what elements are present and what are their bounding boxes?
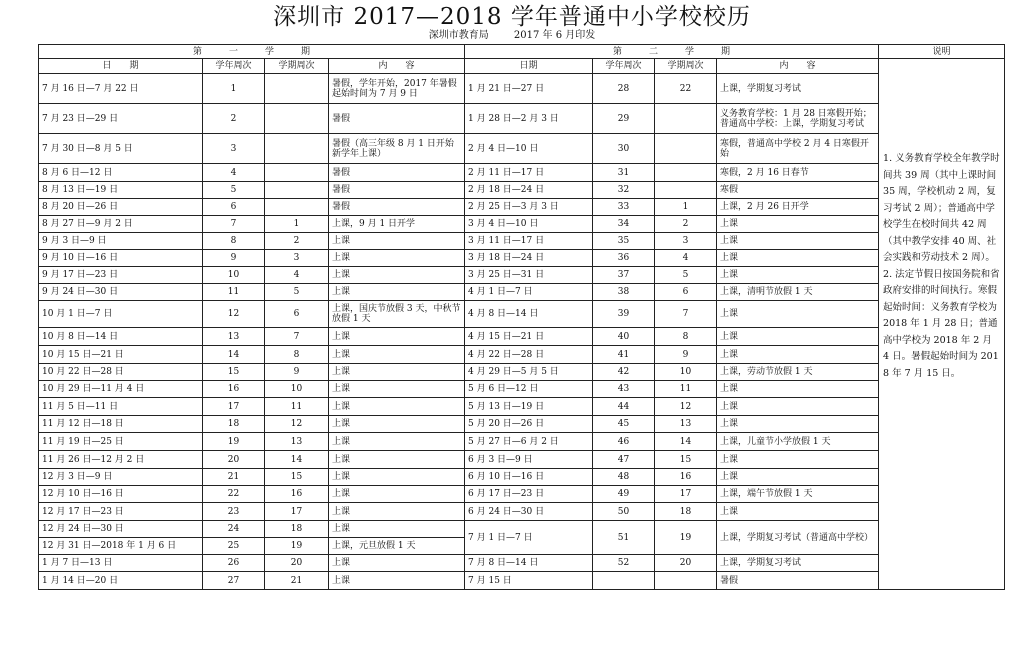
term2-term-week [655,572,717,590]
term2-term-week: 13 [655,416,717,433]
term2-date: 6 月 17 日—23 日 [465,486,593,503]
term1-date: 7 月 30 日—8 月 5 日 [39,134,203,164]
table-row [39,328,1005,346]
term2-year-week: 33 [593,199,655,216]
term2-content: 上课 [717,233,879,250]
term1-term-week: 8 [265,346,329,364]
term2-term-week: 5 [655,267,717,284]
table-row [39,451,1005,469]
term1-year-week: 19 [203,433,265,451]
table-row [39,346,1005,364]
term1-year-week: 13 [203,328,265,346]
term2-date: 1 月 28 日—2 月 3 日 [465,104,593,134]
term2-term-week [655,164,717,182]
term2-term-week: 9 [655,346,717,364]
term2-year-week: 48 [593,469,655,486]
term1-date: 11 月 19 日—25 日 [39,433,203,451]
term1-content: 上课 [329,469,465,486]
term2-year-week: 49 [593,486,655,503]
col-year-week-2: 学年周次 [593,59,655,74]
term1-content: 暑假，学年开始，2017 年暑假起始时间为 7 月 9 日 [329,74,465,104]
table-body [39,45,1005,590]
term2-content: 上课 [717,398,879,416]
table-row [39,398,1005,416]
term1-term-week: 21 [265,572,329,590]
term1-date: 12 月 17 日—23 日 [39,503,203,521]
term2-content: 寒假，2 月 16 日春节 [717,164,879,182]
term2-date: 4 月 1 日—7 日 [465,284,593,301]
term1-term-week: 18 [265,521,329,538]
term1-term-week: 13 [265,433,329,451]
term2-content: 上课，清明节放假 1 天 [717,284,879,301]
term1-content: 上课 [329,416,465,433]
term2-date: 1 月 21 日—27 日 [465,74,593,104]
term1-content: 上课 [329,503,465,521]
term2-content: 上课，儿童节小学放假 1 天 [717,433,879,451]
term1-header: 第 一 学 期 [39,45,465,59]
term1-date: 10 月 22 日—28 日 [39,364,203,381]
table-row [39,381,1005,398]
school-calendar-table [38,44,1005,590]
term2-term-week: 19 [655,521,717,555]
term2-year-week: 50 [593,503,655,521]
term2-content: 上课 [717,381,879,398]
term2-date: 6 月 3 日—9 日 [465,451,593,469]
term2-year-week: 42 [593,364,655,381]
term1-year-week: 21 [203,469,265,486]
table-row [39,284,1005,301]
note-1: 1. 义务教育学校全年教学时间共 39 周（其中上课时间 35 周，学校机动 2 周，复习考试 2 周）；普通高中学校学生在校时间共 42 周（其中教学安排 40 周、社会实践和劳动技术 2 周）。 [883,153,1000,263]
term2-year-week: 35 [593,233,655,250]
term1-term-week [265,134,329,164]
term1-date: 7 月 16 日—7 月 22 日 [39,74,203,104]
term2-year-week: 30 [593,134,655,164]
term1-year-week: 18 [203,416,265,433]
term1-date: 11 月 5 日—11 日 [39,398,203,416]
term2-date: 5 月 13 日—19 日 [465,398,593,416]
term2-date: 5 月 6 日—12 日 [465,381,593,398]
term2-content: 上课，劳动节放假 1 天 [717,364,879,381]
term1-term-week: 11 [265,398,329,416]
col-content-2: 内 容 [717,59,879,74]
notes-cell [879,59,1005,590]
term2-year-week: 44 [593,398,655,416]
term2-term-week: 17 [655,486,717,503]
term1-date: 12 月 3 日—9 日 [39,469,203,486]
term2-content: 上课，端午节放假 1 天 [717,486,879,503]
term1-date: 11 月 12 日—18 日 [39,416,203,433]
term1-date: 11 月 26 日—12 月 2 日 [39,451,203,469]
term2-term-week: 1 [655,199,717,216]
term1-date: 12 月 31 日—2018 年 1 月 6 日 [39,538,203,555]
term1-content: 上课 [329,555,465,572]
term2-content: 义务教育学校：1 月 28 日寒假开始；普通高中学校：上课，学期复习考试 [717,104,879,134]
term2-term-week [655,134,717,164]
term2-date: 3 月 4 日—10 日 [465,216,593,233]
term2-year-week: 51 [593,521,655,555]
term2-date: 2 月 25 日—3 月 3 日 [465,199,593,216]
term2-term-week: 10 [655,364,717,381]
term2-year-week: 36 [593,250,655,267]
term1-year-week: 11 [203,284,265,301]
term1-term-week: 12 [265,416,329,433]
term2-term-week: 4 [655,250,717,267]
term2-term-week [655,182,717,199]
term2-term-week: 8 [655,328,717,346]
term1-date: 10 月 8 日—14 日 [39,328,203,346]
term1-term-week: 10 [265,381,329,398]
col-term-week: 学期周次 [265,59,329,74]
term2-term-week: 14 [655,433,717,451]
term1-content: 上课 [329,433,465,451]
term1-date: 9 月 24 日—30 日 [39,284,203,301]
term1-content: 上课 [329,364,465,381]
term1-date: 9 月 17 日—23 日 [39,267,203,284]
term2-content: 上课 [717,503,879,521]
term1-year-week: 10 [203,267,265,284]
term1-content: 暑假 [329,199,465,216]
term1-content: 暑假 [329,104,465,134]
term2-year-week: 37 [593,267,655,284]
term1-year-week: 17 [203,398,265,416]
term1-date: 10 月 29 日—11 月 4 日 [39,381,203,398]
term1-term-week [265,182,329,199]
table-row [39,486,1005,503]
term2-term-week: 18 [655,503,717,521]
term2-term-week: 2 [655,216,717,233]
term1-date: 8 月 27 日—9 月 2 日 [39,216,203,233]
col-content: 内 容 [329,59,465,74]
term2-term-week: 6 [655,284,717,301]
col-term-week-2: 学期周次 [655,59,717,74]
issuer: 深圳市教育局 [428,30,489,41]
term1-term-week: 14 [265,451,329,469]
term1-term-week [265,74,329,104]
header-row-terms [39,45,1005,59]
term2-year-week: 29 [593,104,655,134]
term1-date: 8 月 6 日—12 日 [39,164,203,182]
term1-content: 上课 [329,328,465,346]
term1-term-week [265,104,329,134]
term1-year-week: 24 [203,521,265,538]
term2-term-week: 3 [655,233,717,250]
term1-year-week: 16 [203,381,265,398]
term2-year-week: 32 [593,182,655,199]
term2-term-week: 11 [655,381,717,398]
term2-header: 第 二 学 期 [465,45,879,59]
term2-date: 5 月 20 日—26 日 [465,416,593,433]
table-row [39,572,1005,590]
term2-date: 2 月 18 日—24 日 [465,182,593,199]
term1-date: 8 月 20 日—26 日 [39,199,203,216]
term1-date: 9 月 10 日—16 日 [39,250,203,267]
term1-year-week: 8 [203,233,265,250]
term1-year-week: 26 [203,555,265,572]
term2-year-week: 46 [593,433,655,451]
term1-year-week: 6 [203,199,265,216]
term1-content: 上课 [329,398,465,416]
term1-year-week: 15 [203,364,265,381]
term1-content: 上课 [329,521,465,538]
term1-year-week: 7 [203,216,265,233]
term1-date: 1 月 7 日—13 日 [39,555,203,572]
term1-term-week: 17 [265,503,329,521]
table-row [39,74,1005,104]
notes-header: 说明 [879,45,1005,59]
term1-term-week [265,199,329,216]
term1-year-week: 1 [203,74,265,104]
term2-content: 上课 [717,328,879,346]
term1-term-week [265,164,329,182]
term2-content: 上课，学期复习考试 [717,555,879,572]
term2-date: 5 月 27 日—6 月 2 日 [465,433,593,451]
term1-content: 上课 [329,250,465,267]
term1-year-week: 22 [203,486,265,503]
term2-content: 上课 [717,469,879,486]
col-year-week: 学年周次 [203,59,265,74]
term1-year-week: 12 [203,301,265,328]
table-row [39,233,1005,250]
term1-date: 8 月 13 日—19 日 [39,182,203,199]
table-row [39,164,1005,182]
table-row [39,301,1005,328]
term2-year-week: 45 [593,416,655,433]
term1-date: 10 月 1 日—7 日 [39,301,203,328]
col-date: 日 期 [39,59,203,74]
term1-year-week: 23 [203,503,265,521]
page-title: 深圳市 2017—2018 学年普通中小学校校历 [273,4,751,30]
term1-year-week: 14 [203,346,265,364]
term1-content: 上课 [329,572,465,590]
term2-content: 上课 [717,301,879,328]
term1-year-week: 27 [203,572,265,590]
term2-year-week: 39 [593,301,655,328]
term2-content: 寒假，普通高中学校 2 月 4 日寒假开始 [717,134,879,164]
table-row [39,199,1005,216]
header-row-columns [39,59,1005,74]
term2-date: 4 月 15 日—21 日 [465,328,593,346]
term1-content: 上课，元旦放假 1 天 [329,538,465,555]
term2-date: 3 月 25 日—31 日 [465,267,593,284]
term2-year-week: 47 [593,451,655,469]
term1-term-week: 4 [265,267,329,284]
term2-year-week: 31 [593,164,655,182]
term2-content: 上课，学期复习考试（普通高中学校） [717,521,879,555]
table-row [39,555,1005,572]
term2-date: 4 月 8 日—14 日 [465,301,593,328]
term2-content: 上课，2 月 26 日开学 [717,199,879,216]
term2-date: 3 月 11 日—17 日 [465,233,593,250]
term2-term-week: 16 [655,469,717,486]
term2-content: 上课 [717,250,879,267]
term2-content: 上课 [717,216,879,233]
table-row [39,250,1005,267]
term2-date: 3 月 18 日—24 日 [465,250,593,267]
term2-term-week: 7 [655,301,717,328]
term1-term-week: 19 [265,538,329,555]
term1-term-week: 9 [265,364,329,381]
term1-content: 上课 [329,486,465,503]
term1-date: 7 月 23 日—29 日 [39,104,203,134]
term1-date: 1 月 14 日—20 日 [39,572,203,590]
term1-year-week: 5 [203,182,265,199]
term1-term-week: 20 [265,555,329,572]
term2-term-week: 22 [655,74,717,104]
term2-year-week: 43 [593,381,655,398]
term2-term-week: 15 [655,451,717,469]
term2-year-week: 52 [593,555,655,572]
table-row [39,503,1005,521]
table-row [39,216,1005,233]
table-row [39,416,1005,433]
term2-content: 上课 [717,416,879,433]
term2-content: 上课，学期复习考试 [717,74,879,104]
term2-date: 6 月 10 日—16 日 [465,469,593,486]
col-date-2: 日期 [465,59,593,74]
term2-date: 6 月 24 日—30 日 [465,503,593,521]
term1-date: 12 月 10 日—16 日 [39,486,203,503]
term1-content: 上课 [329,346,465,364]
term1-term-week: 5 [265,284,329,301]
term1-term-week: 7 [265,328,329,346]
term1-year-week: 9 [203,250,265,267]
term2-year-week: 28 [593,74,655,104]
term1-content: 上课 [329,267,465,284]
term1-date: 12 月 24 日—30 日 [39,521,203,538]
term2-content: 寒假 [717,182,879,199]
table-row [39,134,1005,164]
table-row [39,267,1005,284]
term1-term-week: 6 [265,301,329,328]
table-row [39,521,1005,538]
term1-term-week: 16 [265,486,329,503]
term1-date: 9 月 3 日—9 日 [39,233,203,250]
term2-year-week: 40 [593,328,655,346]
term1-content: 上课，9 月 1 日开学 [329,216,465,233]
term2-date: 7 月 15 日 [465,572,593,590]
term2-content: 上课 [717,451,879,469]
term2-date: 7 月 8 日—14 日 [465,555,593,572]
term1-year-week: 20 [203,451,265,469]
term1-term-week: 3 [265,250,329,267]
table-row [39,182,1005,199]
term1-year-week: 25 [203,538,265,555]
table-row [39,104,1005,134]
issue-date: 2017 年 6 月印发 [513,30,596,41]
term2-content: 上课 [717,346,879,364]
term1-term-week: 15 [265,469,329,486]
page-subtitle [0,30,1024,42]
table-row [39,364,1005,381]
term2-date: 2 月 11 日—17 日 [465,164,593,182]
term2-content: 暑假 [717,572,879,590]
term1-year-week: 4 [203,164,265,182]
term2-year-week: 34 [593,216,655,233]
term1-content: 上课，国庆节放假 3 天，中秋节放假 1 天 [329,301,465,328]
term2-term-week [655,104,717,134]
term1-year-week: 2 [203,104,265,134]
term1-content: 上课 [329,451,465,469]
term1-year-week: 3 [203,134,265,164]
term1-content: 暑假（高三年级 8 月 1 日开始新学年上课） [329,134,465,164]
term1-content: 上课 [329,233,465,250]
term2-year-week: 38 [593,284,655,301]
term2-term-week: 12 [655,398,717,416]
term1-term-week: 1 [265,216,329,233]
term1-content: 暑假 [329,182,465,199]
term2-date: 4 月 29 日—5 月 5 日 [465,364,593,381]
term2-content: 上课 [717,267,879,284]
term1-content: 上课 [329,381,465,398]
term1-term-week: 2 [265,233,329,250]
table-row [39,469,1005,486]
term2-date: 7 月 1 日—7 日 [465,521,593,555]
term2-year-week: 41 [593,346,655,364]
term1-content: 暑假 [329,164,465,182]
term2-date: 2 月 4 日—10 日 [465,134,593,164]
term1-date: 10 月 15 日—21 日 [39,346,203,364]
note-2: 2. 法定节假日按国务院和省政府安排的时间执行。寒假起始时间：义务教育学校为 2018 年 1 月 28 日；普通高中学校为 2018 年 2 月 4 日。暑假起始时间为 2018 年 7 月 15 日。 [883,268,1000,379]
term2-term-week: 20 [655,555,717,572]
table-row [39,433,1005,451]
term2-year-week [593,572,655,590]
term2-date: 4 月 22 日—28 日 [465,346,593,364]
term1-content: 上课 [329,284,465,301]
